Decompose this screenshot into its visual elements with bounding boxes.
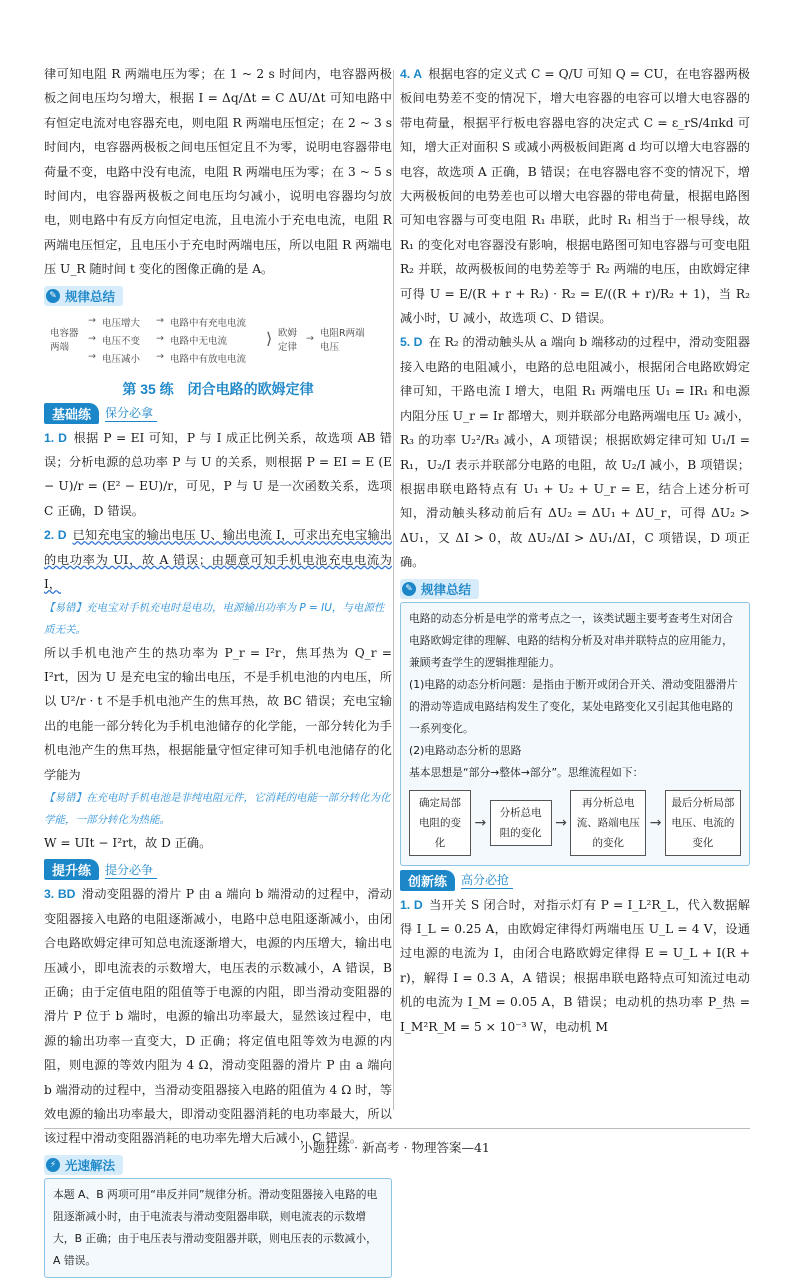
chapter-title: 第 35 练 闭合电路的欧姆定律 (122, 380, 314, 397)
diag-law: 欧姆定律 (278, 327, 298, 353)
answer-2-cont: 所以手机电池产生的热功率为 P_r = I²r，焦耳热为 Q_r = I²rt，因为 U 是充电宝的输出电压，不是手机电池的内电压，所以 U²/r · t 不是手机电池产生的焦耳热，故 BC 错误；充电宝输出的电能一部分转化为手机电池储存的化学能，一部分转化为手机电池产生的焦耳热，根据能量守恒定律可知手机电池储存的化学能为 (44, 645, 392, 782)
rule-summary-box: 电路的动态分析是电学的常考点之一，该类试题主要考查考生对闭合电路欧姆定律的理解、电路的结构分析及对串并联特点的应用能力，兼顾考查学生的逻辑推理能力。 (1)电路的动态分析问题：是指由于断开或闭合开关、滑动变阻器滑片的滑动等造成电路结构发生了变化，某处电路变化又引起其他电路的一系列变化。 (2)电路动态分析的思路 基本思想是“部分→整体→部分”。思维流程如下： 确定局部电阻的变化 → 分析总电阻的变化 → 再分析总电流、路端电压的变化 → 最后分析局部电压、电流的变化 (400, 602, 750, 866)
right-column (400, 62, 750, 1039)
diag-r2: 电路中无电流 (170, 335, 228, 347)
column-divider (393, 70, 394, 1110)
arrow-right-icon: → (649, 814, 662, 831)
section-basic: 基础练 保分必拿 (44, 403, 392, 424)
diag-result: 电阻R两端电压 (320, 327, 365, 353)
fast-method-box: 本题 A、B 两项可用“串反并同”规律分析。滑动变阻器接入电路的电阻逐渐减小时，由于电流表与滑动变阻器串联，则电流表的示数增大，B 正确；由于电压表与滑动变阻器并联，则电压表的示数减小，A 错误。 (44, 1178, 392, 1278)
fast-method-head: ⚡ 光速解法 (44, 1155, 123, 1175)
rule-icon: ✎ (402, 582, 416, 596)
rule-summary-head: ✎ 规律总结 (44, 286, 123, 306)
rule-summary-head-2: ✎ 规律总结 (400, 579, 479, 599)
answer-3: 3. BD 滑动变阻器的滑片 P 由 a 端向 b 端滑动的过程中，滑动变阻器接入电路的电阻逐渐减小，电路中总电阻逐渐减小，由闭合电路欧姆定律可知总电流逐渐增大，电源的内压增大，输出电压减小，即电流表的示数增大，电压表的示数减小，A 错误，B 正确；由于定值电阻的阻值等于电源的内阻，即当滑动变阻器的滑片 P 位于 b 端时，电源的输出功率最大，显然该过程中，电源的输出功率一直变大，D 正确；将定值电阻等效为电源的内阻，则电源的等效内阻为 4 Ω，滑动变阻器的滑片 P 由 a 端向 b 端滑动的过程中，当滑动变阻器接入电路的阻值为 4 Ω 时，等效电源的输出功率最大，即滑动变阻器消耗的电功率最大，所以该过程中滑动变阻器消耗的电功率先增大后减小，C 错误。 (44, 887, 392, 1146)
answer-4: 4. A 根据电容的定义式 C = Q/U 可知 Q = CU，在电容器两极板间电势差不变的情况下，增大电容器的电容可以增大电容器的带电荷量，根据平行板电容器电容的决定式 C = ε_rS/4πkd 可知，增大正对面积 S 或减小两极板间距离 d 均可以增大电容器的电容，故选项 A 正确，B 错误；在电容器电容不变的情况下，增大两极板间的电势差也可以增大电容器的带电荷量，根据电路图可知电容器与可变电阻 R₁ 串联，此时 R₁ 相当于一根导线，故 R₁ 的变化对电容器没有影响，根据电路图可知电容器与可变电阻 R₂ 并联，故两极板间的电势差等于 R₂ 两端的电压，由欧姆定律可得 U = E/(R + r + R₂) · R₂ = E/((R + r)/R₂ + 1)，当 R₂ 减小时，U 减小，故选项 C、D 错误。 (400, 67, 750, 326)
answer-2-end: W = UIt − I²rt，故 D 正确。 (44, 835, 212, 850)
flow-step-3: 再分析总电流、路端电压的变化 (570, 790, 646, 856)
arrow-right-icon: → (474, 814, 487, 831)
flow-step-1: 确定局部电阻的变化 (409, 790, 471, 856)
diag-source: 电容器两端 (50, 327, 79, 353)
answer-2: 2. D 已知充电宝的输出电压 U、输出电流 I，可求出充电宝输出的电功率为 UI，故 A 错误；由题意可知手机电池充电电流为 I， (44, 528, 392, 592)
diag-r3: 电路中有放电电流 (170, 353, 247, 365)
intro-paragraph: 律可知电阻 R 两端电压为零；在 1 ~ 2 s 时间内，电容器两极板之间电压均匀增大，根据 I = Δq/Δt = C ΔU/Δt 可知电路中有恒定电流对电容器充电，则电阻 R 两端电压恒定；在 2 ~ 3 s 时间内，电容器两极板之间电压恒定且不为零，说明电容器带电荷量不变，电路中没有电流，电阻 R 两端电压为零；在 3 ~ 5 s 时间内，电容器两极板之间电压均匀减小，说明电容器均匀放电，则电路中有反方向恒定电流，且电流小于充电电流，电阻 R 两端电压恒定，且电压小于充电时两端电压，所以电阻 R 两端电压 U_R 随时间 t 变化的图像正确的是 A。 (44, 67, 392, 277)
answer-innovation-1: 1. D 当开关 S 闭合时，对指示灯有 P = I_L²R_L，代入数据解得 I_L = 0.25 A，由欧姆定律得灯两端电压 U_L = 4 V，设通过电源的电流为 I，由闭合电路欧姆定律得 E = U_L + I(R + r)，解得 I = 0.3 A，A 错误；根据串联电路特点可知流过电动机的电流为 I_M = 0.05 A，B 错误；电动机的热功率 P_热 = I_M²R_M = 5 × 10⁻³ W，电动机 M (400, 897, 750, 1034)
lightning-icon: ⚡ (46, 1158, 60, 1172)
section-advance: 提升练 提分必争 (44, 859, 392, 880)
diag-b3: 电压减小 (102, 353, 141, 365)
capacitor-diagram: 电容器两端 → → → 电压增大 电压不变 电压减小 → → → 电路中有充电电流 电路中无电流 电路中有放电电流 ⟩ 欧姆定律 → 电阻R两端电压 (44, 309, 392, 373)
analysis-flowchart (409, 790, 741, 856)
flow-step-2: 分析总电阻的变化 (490, 800, 552, 846)
diag-b1: 电压增大 (102, 317, 141, 329)
section-innovation: 创新练 高分必抢 (400, 870, 750, 891)
rule-icon: ✎ (46, 289, 60, 303)
page-footer: 小题狂练 · 新高考 · 物理答案—41 (300, 1140, 490, 1155)
flow-step-4: 最后分析局部电压、电流的变化 (665, 790, 741, 856)
diag-b2: 电压不变 (102, 335, 141, 347)
arrow-right-icon: → (555, 814, 567, 831)
handwritten-note-2: 【易错】在充电时手机电池是非纯电阻元件，它消耗的电能一部分转化为化学能，一部分转化为热能。 (44, 791, 391, 826)
answer-5: 5. D 在 R₂ 的滑动触头从 a 端向 b 端移动的过程中，滑动变阻器接入电路的电阻减小，电路的总电阻减小，根据闭合电路欧姆定律可知，干路电流 I 增大，电阻 R₁ 两端电压 U₁ = IR₁ 和电源内阻分压 U_r = Ir 都增大，则并联部分电路两端电压 U₂ 减小，R₃ 的功率 U₂²/R₃ 减小，A 项错误；根据欧姆定律可知 U₁/I = R₁，U₂/I 表示并联部分电路的电阻，故 U₂/I 减小，B 项错误；根据串联电路特点有 U₁ + U₂ + U_r = E，结合上述分析可知，滑动触头移动前后有 ΔU₂ = ΔU₁ + ΔU_r，可得 ΔU₂ > ΔU₁，又 ΔI > 0，故 ΔU₂/ΔI > ΔU₁/ΔI，C 项错误，D 项正确。 (400, 335, 751, 570)
answer-1: 1. D 根据 P = EI 可知，P 与 I 成正比例关系，故选项 AB 错误；分析电源的总功率 P 与 U 的关系，则根据 P = EI = E (E − U)/r = (E² − EU)/r，可见，P 与 U 是一次函数关系，选项 C 正确，D 错误。 (44, 430, 392, 518)
footer-rule (44, 1128, 750, 1129)
handwritten-note-1: 【易错】充电宝对手机充电时是电功，电源输出功率为 P = IU，与电源性质无关。 (44, 601, 385, 636)
left-column (44, 62, 392, 1278)
diag-r1: 电路中有充电电流 (170, 317, 247, 329)
